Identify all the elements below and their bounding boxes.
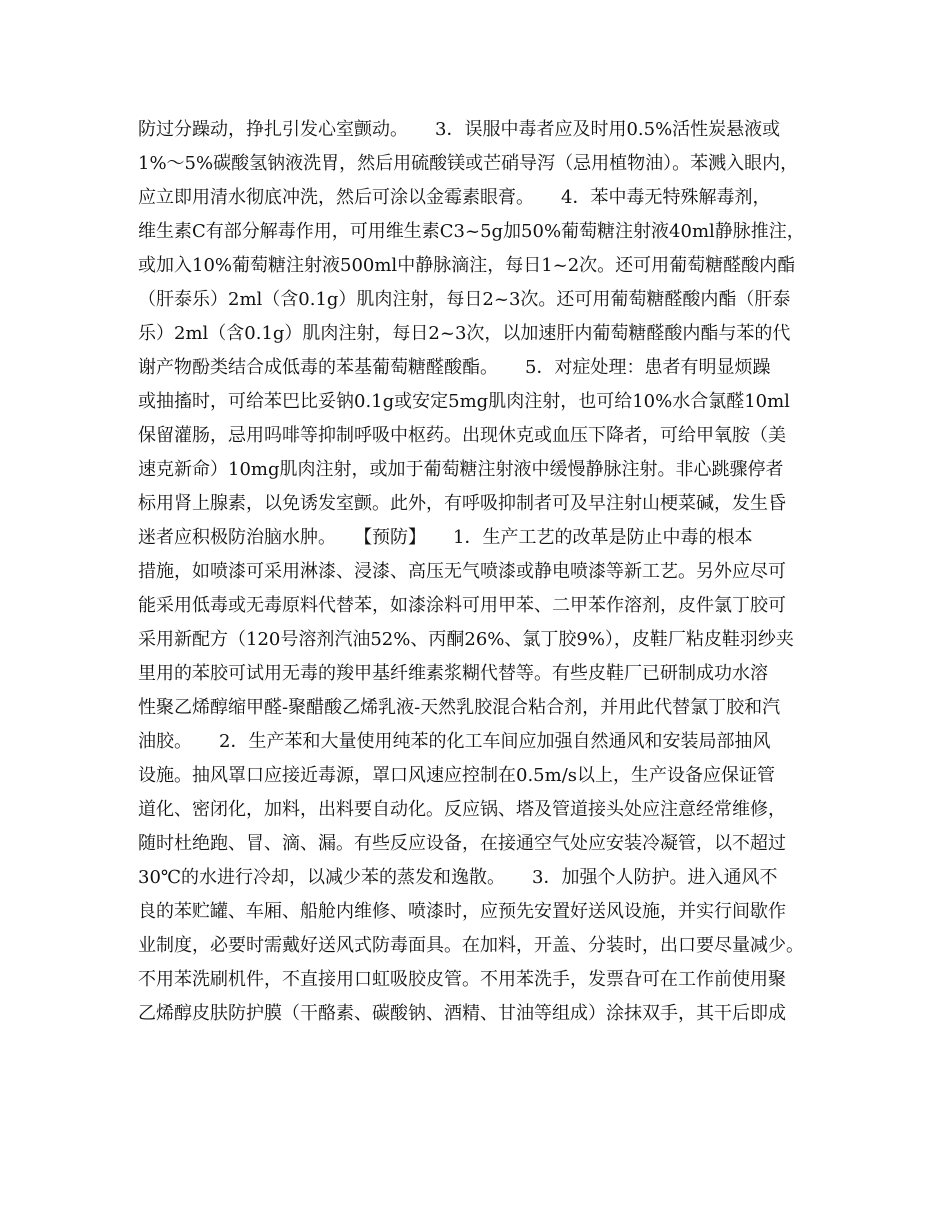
text-line: 标用肾上腺素，以免诱发室颤。此外，有呼吸抑制者可及早注射山梗菜碱，发生昏: [138, 493, 786, 514]
text-line: 保留灌肠，忌用吗啡等抑制呼吸中枢药。出现休克或血压下降者，可给甲氧胺（美: [138, 425, 786, 446]
text-line: 迷者应积极防治脑水肿。 【预防】 1．生产工艺的改革是防止中毒的根本: [138, 527, 753, 548]
text-line: 性聚乙烯醇缩甲醛-聚醋酸乙烯乳液-天然乳胶混合粘合剂，并用此代替氯丁胶和汽: [138, 697, 781, 718]
text-line: 不用苯洗刷机件，不直接用口虹吸胶皮管。不用苯洗手，发票旮可在工作前使用聚: [138, 969, 786, 990]
text-line: 30℃的水进行冷却，以减少苯的蒸发和逸散。 3．加强个人防护。进入通风不: [138, 867, 778, 888]
text-line: （肝泰乐）2ml（含0.1g）肌肉注射，每日2~3次。还可用葡萄糖醛酸内酯（肝泰: [138, 289, 791, 310]
text-line: 维生素C有部分解毒作用，可用维生素C3~5g加50%葡萄糖注射液40ml静脉推注，: [138, 221, 805, 242]
text-line: 良的苯贮罐、车厢、船舱内维修、喷漆时，应预先安置好送风设施，并实行间歇作: [138, 901, 786, 922]
text-line: 1%～5%碳酸氢钠液洗胃，然后用硫酸镁或芒硝导泻（忌用植物油）。苯溅入眼内，: [138, 153, 799, 174]
text-line: 里用的苯胶可试用无毒的羧甲基纤维素浆糊代替等。有些皮鞋厂已研制成功水溶: [138, 663, 768, 684]
text-line: 乙烯醇皮肤防护膜（干酪素、碳酸钠、酒精、甘油等组成）涂抹双手，其干后即成: [138, 1003, 786, 1024]
text-line: 速克新命）10mg肌肉注射，或加于葡萄糖注射液中缓慢静脉注射。非心跳骤停者: [138, 459, 784, 480]
text-line: 乐）2ml（含0.1g）肌肉注射，每日2~3次，以加速肝内葡萄糖醛酸内酯与苯的代: [138, 323, 791, 344]
text-line: 采用新配方（120号溶剂汽油52%、丙酮26%、氯丁胶9%），皮鞋厂粘皮鞋羽纱夹: [138, 629, 794, 650]
text-line: 或加入10%葡萄糖注射液500ml中静脉滴注，每日1~2次。还可用葡萄糖醛酸内酯: [138, 255, 796, 276]
text-line: 或抽搐时，可给苯巴比妥钠0.1g或安定5mg肌肉注射，也可给10%水合氯醛10ml: [138, 391, 790, 412]
text-line: 能采用低毒或无毒原料代替苯，如漆涂料可用甲苯、二甲苯作溶剂，皮件氯丁胶可: [138, 595, 786, 616]
text-line: 业制度，必要时需戴好送风式防毒面具。在加料，开盖、分装时，出口要尽量减少。: [138, 935, 804, 956]
text-line: 措施，如喷漆可采用淋漆、浸漆、高压无气喷漆或静电喷漆等新工艺。另外应尽可: [138, 561, 786, 582]
text-line: 道化、密闭化，加料，出料要自动化。反应锅、塔及管道接头处应注意经常维修，: [138, 799, 786, 820]
text-line: 应立即用清水彻底冲洗，然后可涂以金霉素眼膏。 4．苯中毒无特殊解毒剂，: [138, 187, 771, 208]
text-line: 设施。抽风罩口应接近毒源，罩口风速应控制在0.5m/s以上，生产设备应保证管: [138, 765, 775, 786]
text-line: 谢产物酚类结合成低毒的苯基葡萄糖醛酸酯。 5．对症处理：患者有明显烦躁: [138, 357, 771, 378]
text-line: 防过分躁动，挣扎引发心室颤动。 3．误服中毒者应及时用0.5%活性炭悬液或: [138, 119, 781, 140]
body-text: [138, 113, 828, 1031]
text-line: 油胶。 2．生产苯和大量使用纯苯的化工车间应加强自然通风和安装局部抽风: [138, 731, 771, 752]
text-line: 随时杜绝跑、冒、滴、漏。有些反应设备，在接通空气处应安装冷凝管，以不超过: [138, 833, 786, 854]
